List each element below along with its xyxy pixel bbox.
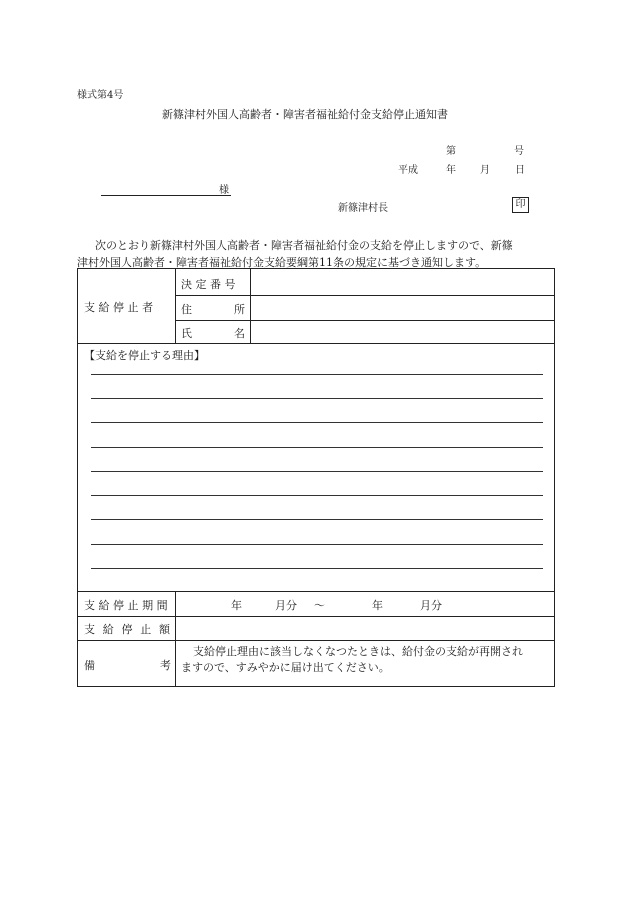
remarks-label-first: 備 bbox=[84, 659, 95, 672]
number-suffix: 号 bbox=[514, 146, 524, 157]
divider bbox=[78, 591, 555, 592]
divider bbox=[78, 343, 555, 344]
reason-line bbox=[91, 568, 543, 569]
body-text-line-2: 津村外国人高齢者・障害者福祉給付金支給要綱第11条の規定に基づき通知します。 bbox=[77, 256, 487, 269]
number-prefix: 第 bbox=[446, 146, 456, 157]
reason-line bbox=[91, 544, 543, 545]
suspended-person-label: 支給停止者 bbox=[84, 301, 157, 314]
divider bbox=[175, 269, 176, 343]
recipient-honorific: 様 bbox=[219, 185, 229, 196]
issuer-title: 新篠津村長 bbox=[338, 203, 388, 214]
period-start-month: 月分 bbox=[275, 599, 297, 612]
date-day-label: 日 bbox=[515, 165, 525, 176]
divider bbox=[250, 269, 251, 343]
name-label: 氏名 bbox=[181, 327, 245, 340]
remarks-text-line-2: ますので、すみやかに届け出てください。 bbox=[181, 661, 390, 674]
date-month-label: 月 bbox=[480, 165, 490, 176]
reason-label: 【支給を停止する理由】 bbox=[84, 349, 205, 362]
document-title: 新篠津村外国人高齢者・障害者福祉給付金支給停止通知書 bbox=[162, 108, 448, 121]
recipient-name-line bbox=[101, 195, 231, 196]
era-label: 平成 bbox=[398, 165, 418, 176]
suspension-amount-label: 支給停止額 bbox=[84, 623, 170, 636]
suspension-period-label: 支給停止期間 bbox=[84, 599, 172, 612]
divider bbox=[175, 591, 176, 687]
reason-line bbox=[91, 398, 543, 399]
reason-line bbox=[91, 447, 543, 448]
divider bbox=[176, 320, 555, 321]
reason-line bbox=[91, 495, 543, 496]
period-end-year: 年 bbox=[372, 599, 383, 612]
body-text-line-1: 次のとおり新篠津村外国人高齢者・障害者福祉給付金の支給を停止しますので、新篠 bbox=[95, 239, 513, 252]
reason-line bbox=[91, 374, 543, 375]
remarks-text-line-1: 支給停止理由に該当しなくなつたときは、給付金の支給が再開され bbox=[193, 645, 523, 658]
address-label: 住所 bbox=[181, 303, 245, 316]
divider bbox=[78, 640, 555, 641]
notice-form-table bbox=[77, 268, 555, 687]
period-tilde: ～ bbox=[314, 599, 325, 612]
decision-number-label: 決定番号 bbox=[181, 278, 240, 291]
reason-line bbox=[91, 422, 543, 423]
remarks-label-second: 考 bbox=[160, 659, 171, 672]
period-end-month: 月分 bbox=[420, 599, 442, 612]
form-number: 様式第4号 bbox=[77, 90, 124, 101]
reason-line bbox=[91, 519, 543, 520]
date-year-label: 年 bbox=[446, 165, 456, 176]
divider bbox=[78, 616, 555, 617]
divider bbox=[176, 295, 555, 296]
period-start-year: 年 bbox=[231, 599, 242, 612]
reason-line bbox=[91, 471, 543, 472]
seal-box: 印 bbox=[512, 197, 529, 213]
